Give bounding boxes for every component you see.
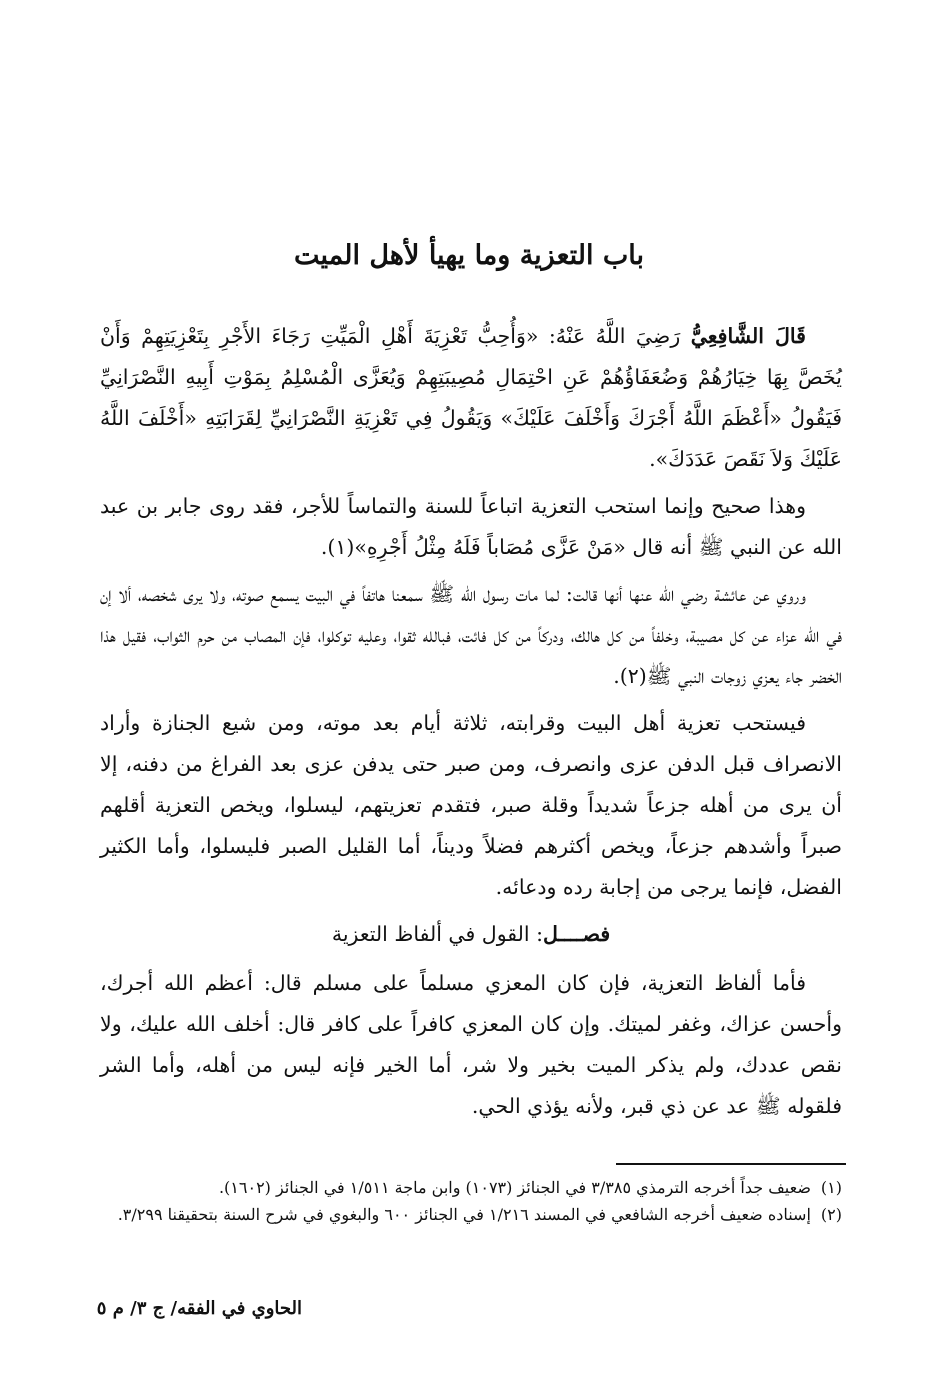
footnote-number: (٢) — [820, 1205, 842, 1224]
paragraph-shafii-quote — [100, 316, 842, 480]
paragraph-text: رَضِيَ اللَّهُ عَنْهُ: «وَأُحِبُّ تَعْزِيَةَ أَهْلِ الْمَيِّتِ رَجَاءَ الأَجْرِ بِتَعْزِيَتِهِمْ وَأَنْ يُخَصَّ بِهَا خِيَارُهُمْ وَضُعَفَاؤُهُمْ عَنِ احْتِمَالِ مُصِيبَتِهِمْ وَيُعَزَّى الْمُسْلِمُ بِمَوْتِ أَبِيهِ النَّصْرَانِيِّ فَيَقُولُ «أَعْظَمَ اللَّهُ أَجْرَكَ وَأَخْلَفَ عَلَيْكَ» وَيَقُولُ فِي تَعْزِيَةِ النَّصْرَانِيِّ لِقَرَابَتِهِ «أَخْلَفَ اللَّهُ عَلَيْكَ وَلاَ نَقَصَ عَدَدَكَ». — [100, 324, 842, 471]
section-heading — [100, 914, 842, 955]
footnote-divider — [616, 1163, 846, 1165]
footnote-number: (١) — [820, 1178, 842, 1197]
main-text — [100, 316, 842, 1133]
speaker-label: قَالَ الشَّافِعِيُّ — [690, 324, 806, 348]
footnote — [100, 1174, 842, 1201]
footnote-text: ضعيف جداً أخرجه الترمذي ٣/٣٨٥ في الجنائز (١٠٧٣) وابن ماجة ١/٥١١ في الجنائز (١٦٠٢). — [218, 1178, 811, 1197]
running-footer: الحاوي في الفقه/ ج ٣/ م ٥ — [96, 1298, 302, 1319]
paragraph-commentary: وهذا صحيح وإنما استحب التعزية اتباعاً للسنة والتماساً للأجر، فقد روى جابر بن عبد الله عن النبي ﷺ أنه قال «مَنْ عَزَّى مُصَاباً فَلَهُ مِثْلُ أَجْرِهِ»(١). — [100, 494, 842, 559]
footnotes — [100, 1174, 842, 1228]
section-keyword: فصــــل — [543, 922, 611, 946]
section-title: : القول في ألفاظ التعزية — [331, 922, 544, 946]
paragraph-aisha-narration: وروي عن عائشة رضي الله عنها أنها قالت: لما مات رسول الله ﷺ سمعنا هاتفاً في البيت يسمع صوته، ولا يرى شخصه، ألا إن في الله عزاء عن كل مصيبة، وخلفاً من كل هالك، ودركاً من كل فائت، فبالله ثقوا، وعليه توكلوا، فإن المصاب من حرم الثواب، فقيل هذا الخضر جاء يعزي زوجات النبي ﷺ(٢). — [100, 582, 842, 688]
footnote-text: إسناده ضعيف أخرجه الشافعي في المسند ١/٢١٦ في الجنائز ٦٠٠ والبغوي في شرح السنة بتحقيقنا ٣/٢٩٩. — [117, 1205, 811, 1224]
chapter-title: باب التعزية وما يهيأ لأهل الميت — [293, 240, 645, 271]
paragraph-condolence-phrases: فأما ألفاظ التعزية، فإن كان المعزي مسلماً على مسلم قال: أعظم الله أجرك، وأحسن عزاك، وغفر لميتك. وإن كان المعزي كافراً على كافر قال: أخلف الله عليك، ولا نقص عددك، ولم يذكر الميت بخير ولا شر، أما الخير فإنه ليس من أهله، وأما الشر فلقوله ﷺ عد عن ذي قبر، ولأنه يؤذي الحي. — [100, 971, 842, 1118]
paragraph-ruling: فيستحب تعزية أهل البيت وقرابته، ثلاثة أيام بعد موته، ومن شيع الجنازة وأراد الانصراف قبل الدفن عزى وانصرف، ومن صبر حتى يدفن عزى بعد الفراغ من دفنه، إلا أن يرى من أهله جزعاً شديداً وقلة صبر، فتقدم تعزيتهم، ليسلوا، ويخص التعزية أقلهم صبراً وأشدهم جزعاً، ويخص أكثرهم فضلاً وديناً، أما القليل الصبر فليسلوا، وأما الكثير الفضل، فإنما يرجى من إجابة رده ودعائه. — [100, 711, 842, 899]
footnote — [100, 1201, 842, 1228]
